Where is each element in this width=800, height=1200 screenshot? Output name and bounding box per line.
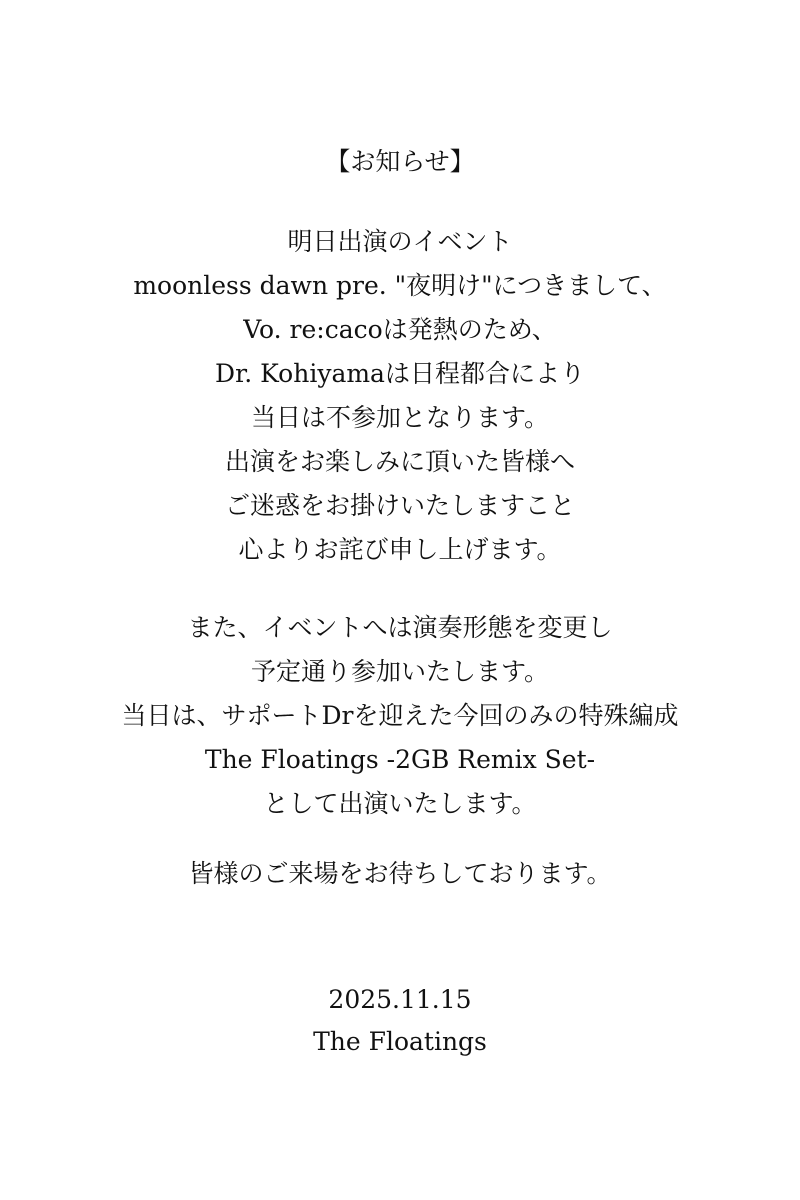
paragraph3-line: 皆様のご来場をお待ちしております。 xyxy=(188,859,612,888)
band-signature: The Floatings xyxy=(313,1027,487,1056)
paragraph2-line: として出演いたします。 xyxy=(263,789,537,818)
paragraph1-line: Vo. re:cacoは発熱のため、 xyxy=(243,315,557,344)
paragraph1-line: 出演をお楽しみに頂いた皆様へ xyxy=(224,447,575,476)
notice-date: 2025.11.15 xyxy=(328,985,472,1014)
paragraph2-line: 予定通り参加いたします。 xyxy=(250,657,549,686)
paragraph1-line: 当日は不参加となります。 xyxy=(250,403,549,432)
paragraph1-line: Dr. Kohiyamaは日程都合により xyxy=(215,359,585,388)
paragraph2-line: 当日は、サポートDrを迎えた今回のみの特殊編成 xyxy=(121,701,679,730)
paragraph1-line: 明日出演のイベント xyxy=(287,227,513,256)
paragraph1-line: 心よりお詫び申し上げます。 xyxy=(238,535,562,564)
paragraph2-line: The Floatings -2GB Remix Set- xyxy=(204,745,596,774)
paragraph1-line: ご迷惑をお掛けいたしますこと xyxy=(224,491,575,520)
notice-title: 【お知らせ】 xyxy=(325,147,475,176)
paragraph1-line: moonless dawn pre. "夜明け"につきまして、 xyxy=(133,271,667,300)
paragraph2-line: また、イベントへは演奏形態を変更し xyxy=(187,613,613,642)
